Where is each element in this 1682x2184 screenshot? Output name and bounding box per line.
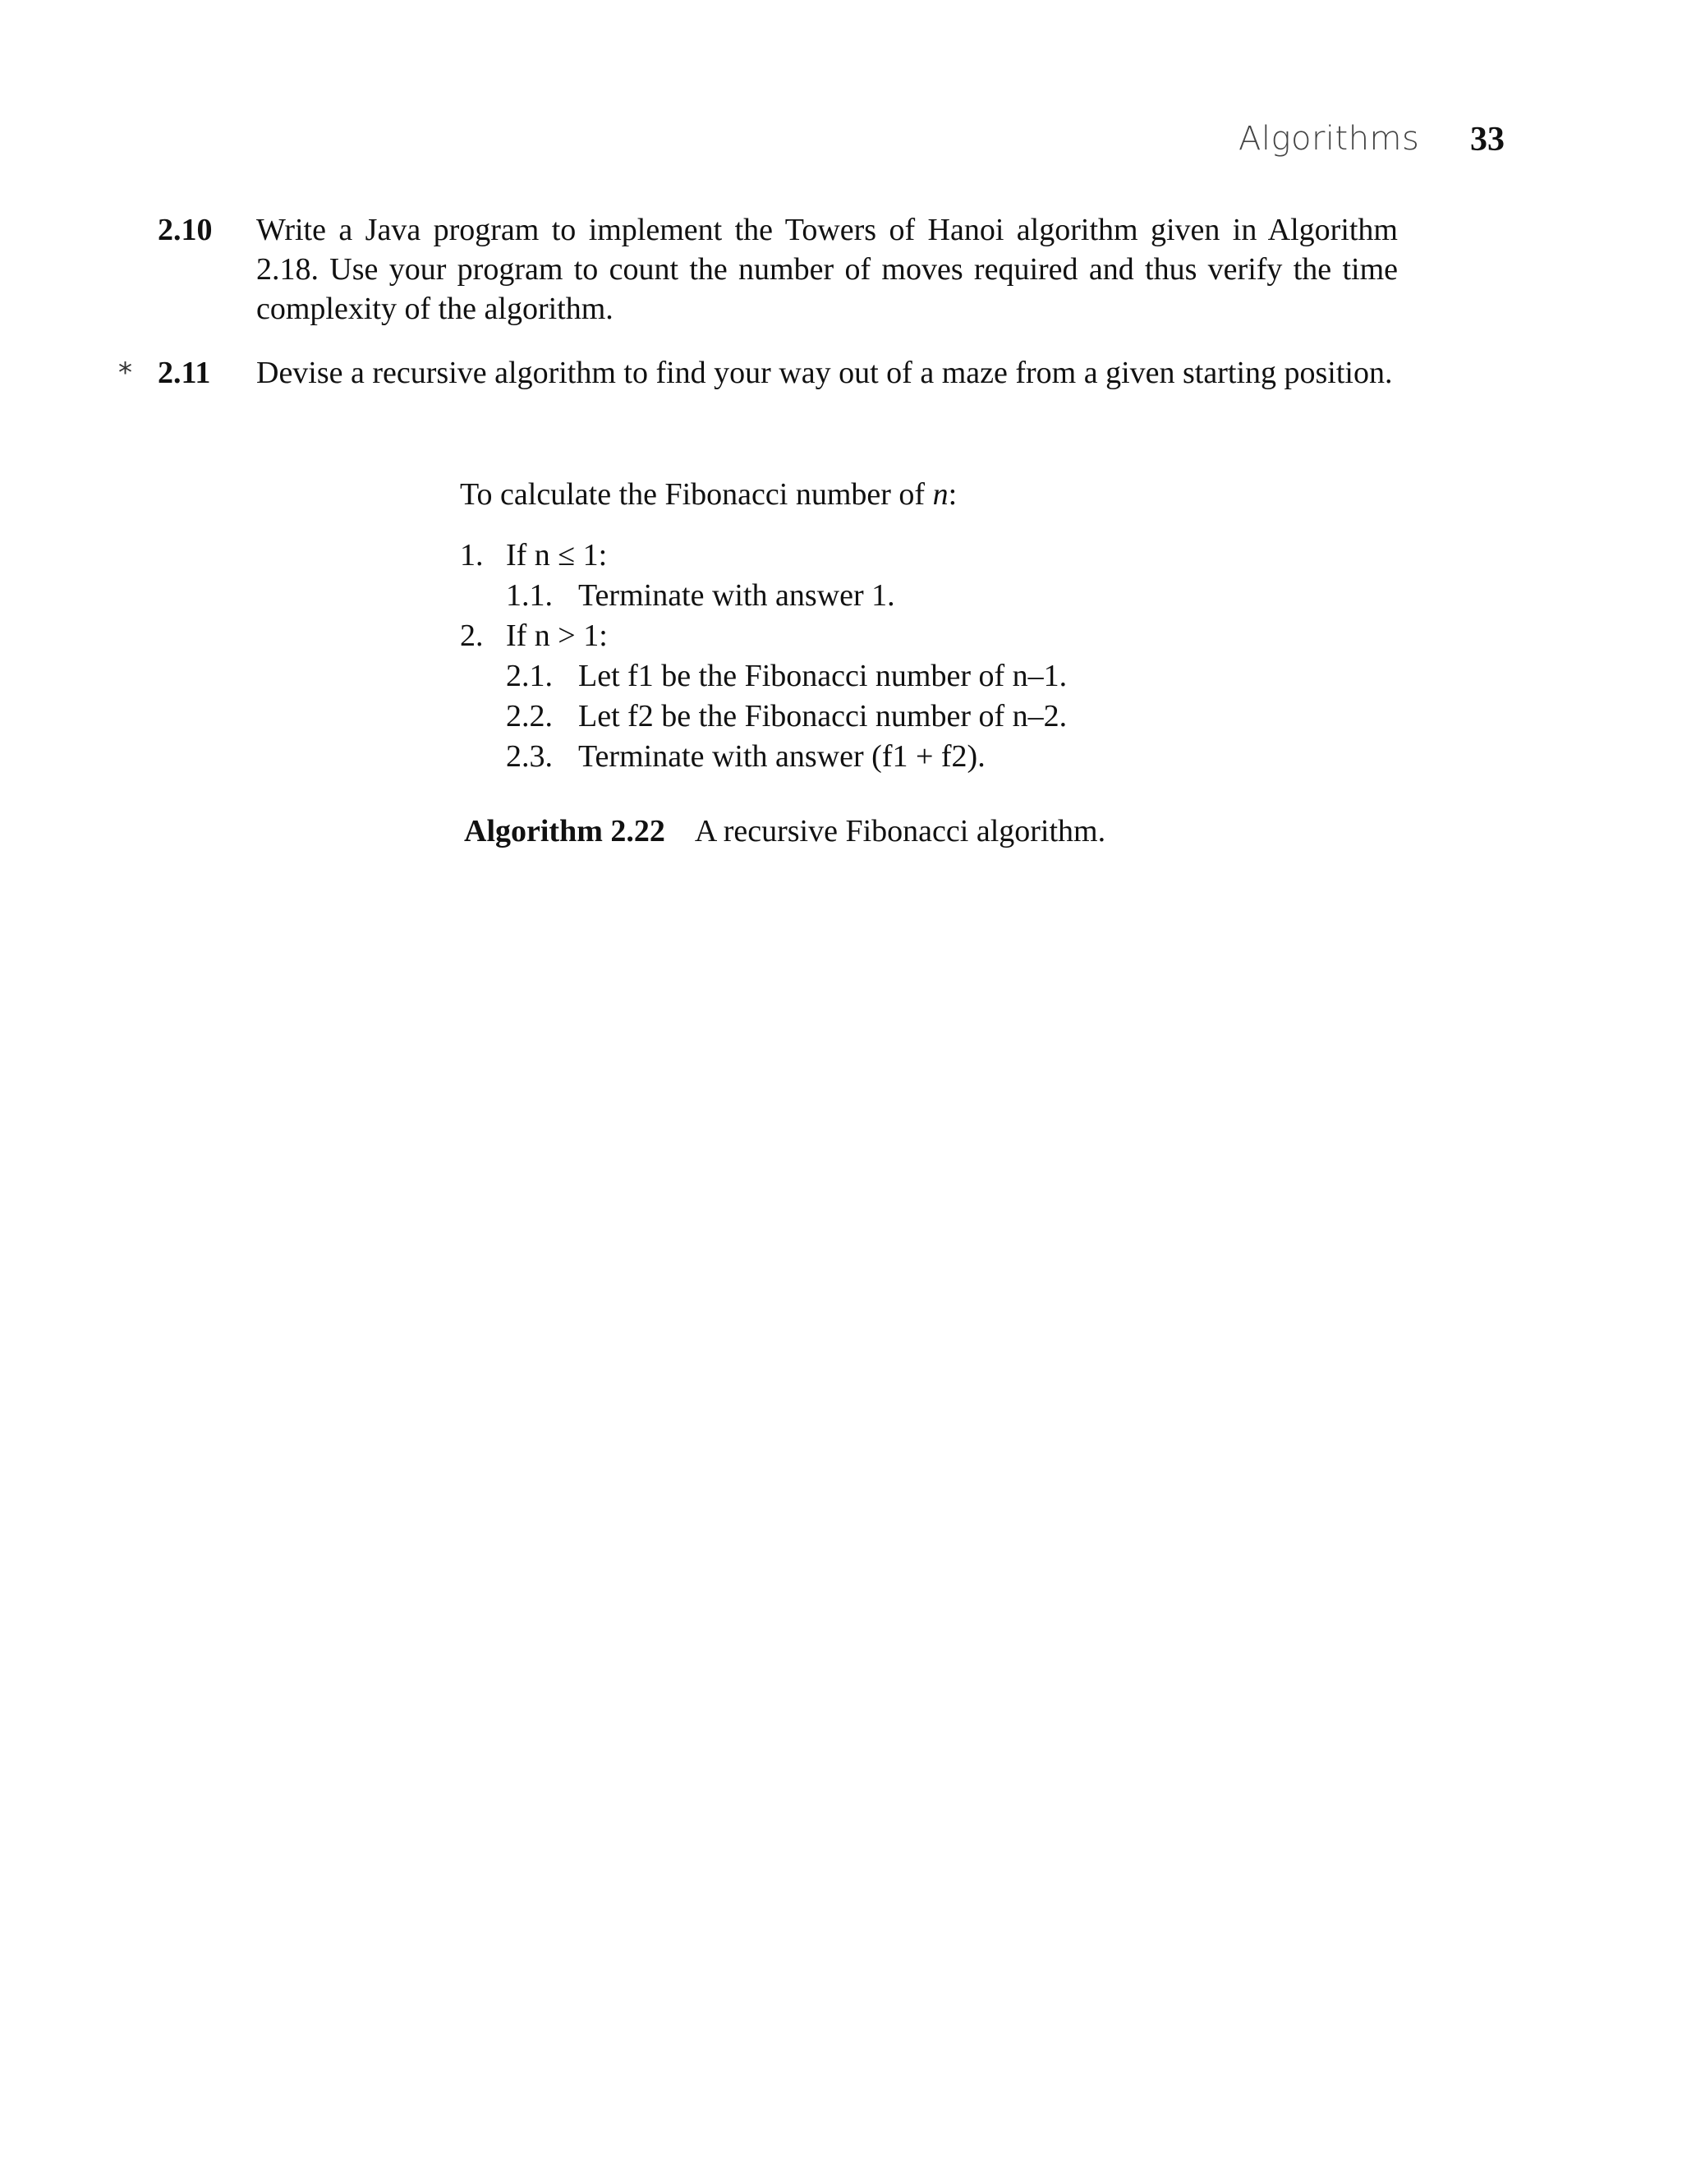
algorithm-caption [464, 812, 1105, 851]
step-number: 2.1. [506, 659, 553, 693]
algorithm-step [460, 737, 1281, 777]
page-number: 33 [1470, 121, 1505, 159]
algorithm-box [460, 475, 1281, 777]
step-text: If n ≤ 1: [506, 538, 608, 572]
step-text: Terminate with answer (f1 + f2). [578, 739, 986, 774]
algorithm-title-variable: n [932, 477, 949, 512]
step-number: 1. [460, 538, 484, 572]
algorithm-step [460, 616, 1281, 656]
algorithm-title-suffix: : [948, 477, 958, 512]
step-text: If n > 1: [506, 618, 608, 653]
caption-label: Algorithm 2.22 [464, 814, 665, 848]
exercise-text: Write a Java program to implement the Towers of Hanoi algorithm given in Algorithm 2.18. Use your program to count the number of moves required and thus verify the time complexity of the algorithm. [256, 213, 1398, 326]
algorithm-step [460, 656, 1281, 697]
step-number: 2.2. [506, 699, 553, 733]
exercise-text: Devise a recursive algorithm to find your way out of a maze from a given starting position. [256, 356, 1393, 390]
step-number: 2. [460, 618, 484, 653]
algorithm-step [460, 576, 1281, 616]
exercise-number: 2.11 [158, 356, 211, 390]
algorithm-title [460, 475, 1281, 514]
caption-text: A recursive Fibonacci algorithm. [694, 814, 1106, 848]
step-text: Terminate with answer 1. [578, 578, 895, 613]
step-text: Let f2 be the Fibonacci number of n–2. [578, 699, 1068, 733]
running-head-title: Algorithms [1239, 120, 1420, 158]
algorithm-step [460, 697, 1281, 737]
algorithm-title-prefix: To calculate the Fibonacci number of [460, 477, 933, 512]
algorithm-step [460, 536, 1281, 576]
step-number: 2.3. [506, 739, 553, 774]
step-number: 1.1. [506, 578, 553, 613]
exercise-number: 2.10 [158, 213, 213, 247]
step-text: Let f1 be the Fibonacci number of n–1. [578, 659, 1068, 693]
exercise-marker-star: * [118, 356, 132, 389]
